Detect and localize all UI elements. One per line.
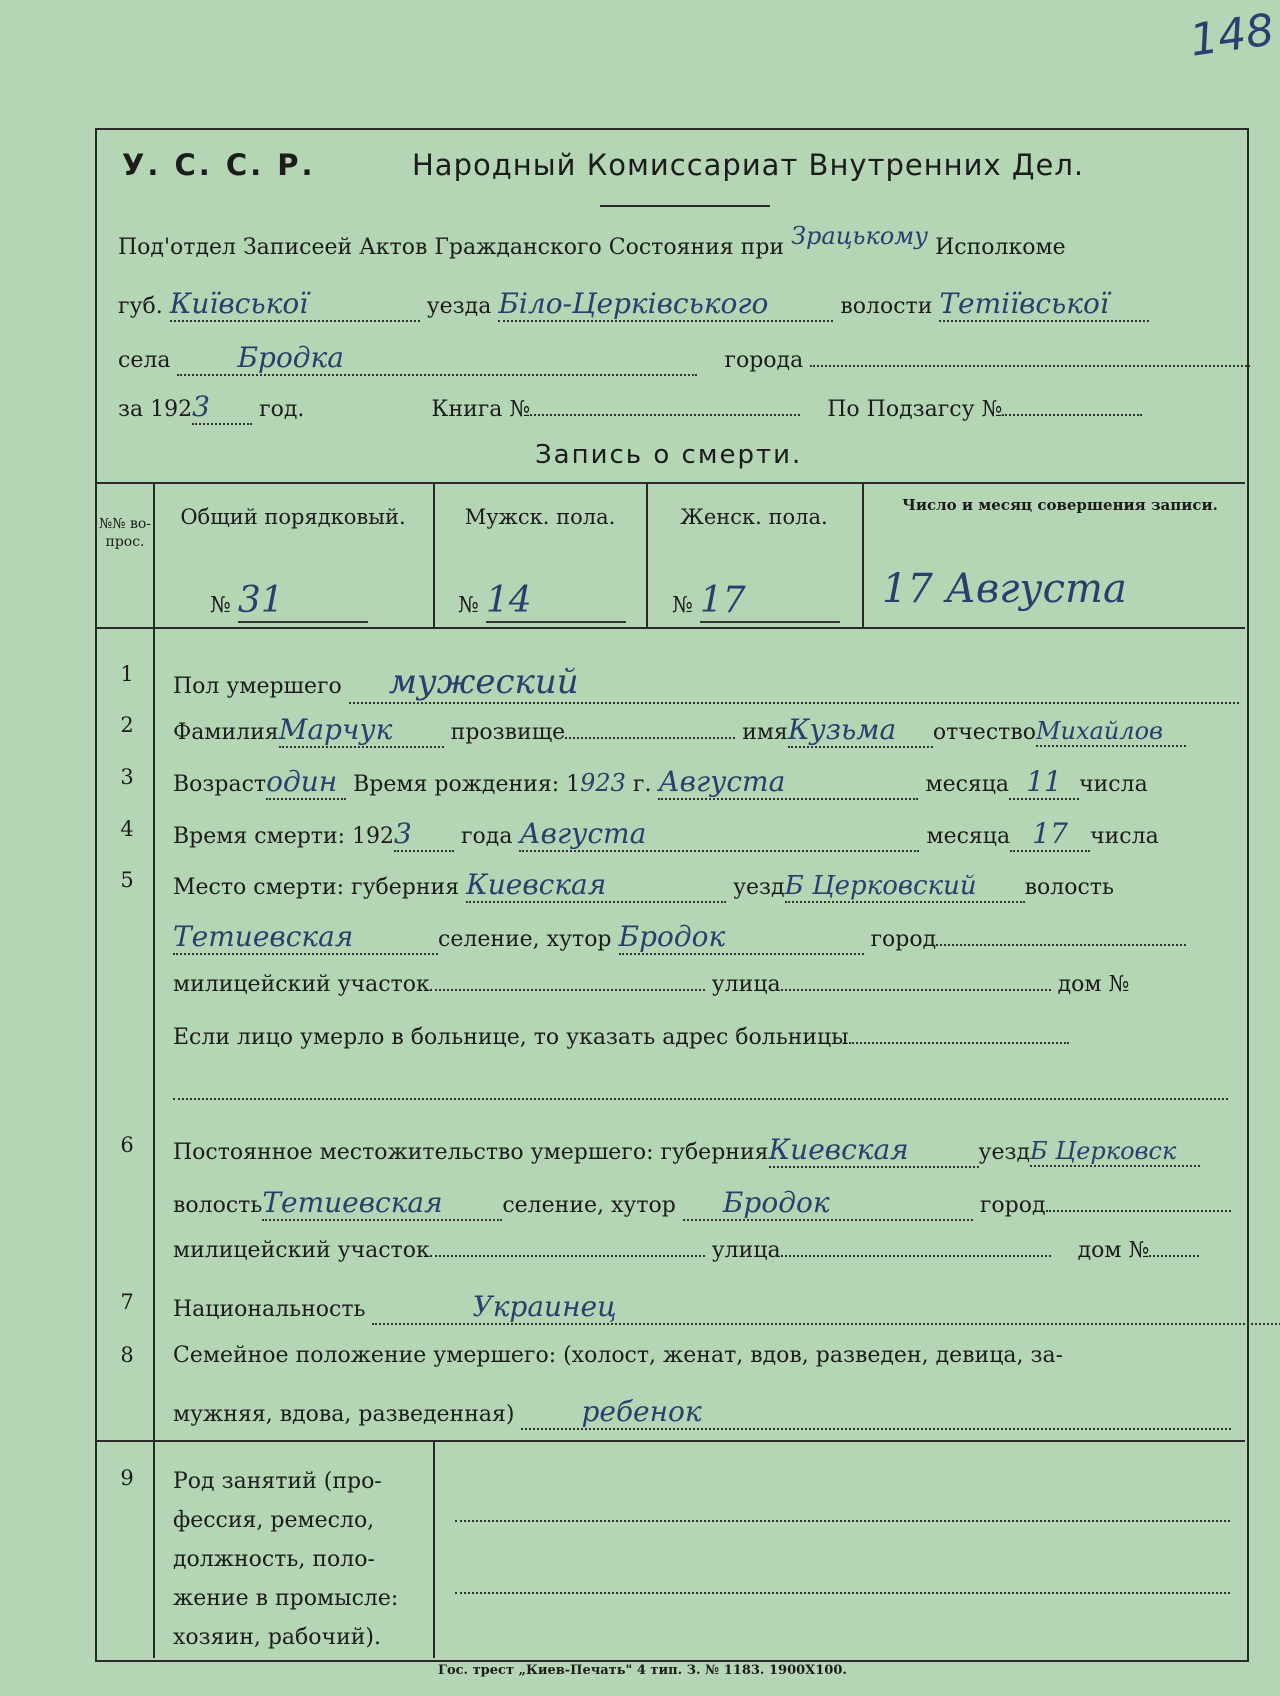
qnum-2: 2 bbox=[120, 713, 134, 737]
death-year-hand: 3 bbox=[394, 817, 454, 852]
female-number-hand: 17 bbox=[700, 580, 840, 623]
registry-line-3: села Бродка города bbox=[118, 341, 1250, 376]
table-top-rule bbox=[95, 482, 1245, 484]
row-5b: Тетиевская селение, хутор Бродок город bbox=[173, 920, 1186, 955]
occupation-line-1 bbox=[455, 1520, 1230, 1522]
table-head-rule bbox=[95, 627, 1245, 629]
qnum-col-rule bbox=[153, 482, 155, 1658]
surname-hand: Марчук bbox=[279, 713, 444, 748]
row-8b: мужняя, вдова, разведенная) ребенок bbox=[173, 1395, 1231, 1430]
general-header: Общий порядковый. bbox=[180, 505, 406, 529]
qnum-9: 9 bbox=[120, 1466, 134, 1490]
qnum-8: 8 bbox=[120, 1343, 134, 1367]
col-rule-1 bbox=[433, 482, 435, 627]
row-5d: Если лицо умерло в больнице, то указать адрес больницы bbox=[173, 1025, 1069, 1050]
general-number-hand: 31 bbox=[238, 580, 368, 623]
row-2: ФамилияМарчук прозвище имяКузьма отчествоМихайлов bbox=[173, 713, 1186, 748]
row-1: Пол умершего мужеский bbox=[173, 662, 1239, 704]
residence-uezd-hand: Б Церковск bbox=[1030, 1137, 1200, 1167]
sex-hand: мужеский bbox=[349, 662, 1239, 704]
header-rule bbox=[600, 205, 770, 207]
uezd-hand: Біло-Церківського bbox=[498, 287, 833, 322]
female-value: № 17 bbox=[672, 580, 840, 623]
hospital-blank-line bbox=[173, 1098, 1228, 1100]
qnum-6: 6 bbox=[120, 1133, 134, 1157]
row-9-label: Род занятий (про- фессия, ремесло, должность, поло- жение в промысле: хозяин, рабочий). bbox=[173, 1469, 399, 1650]
printer-imprint: Гос. трест „Киев-Печать" 4 тип. З. № 1183. 1900X100. bbox=[438, 1663, 847, 1678]
row9-col-rule bbox=[433, 1440, 435, 1658]
row-6c: милицейский участок улица дом № bbox=[173, 1238, 1199, 1263]
female-header: Женск. пола. bbox=[680, 505, 828, 529]
birth-day-hand: 11 bbox=[1009, 765, 1079, 800]
page-number: 148 bbox=[1186, 4, 1278, 67]
registry-line-2: губ. Київської уезда Біло-Церківського волости Тетіївської bbox=[118, 287, 1149, 322]
date-value-hand: 17 Августа bbox=[882, 566, 1127, 612]
death-uezd-hand: Б Церковский bbox=[785, 871, 1025, 903]
row-8: Семейное положение умершего: (холост, женат, вдов, разведен, девица, за- bbox=[173, 1343, 1064, 1368]
death-volost-hand: Тетиевская bbox=[173, 920, 438, 955]
commissariat-label: Народный Комиссариат Внутренних Дел. bbox=[412, 148, 1085, 182]
row-6b: волостьТетиевская селение, хутор Бродок город bbox=[173, 1186, 1231, 1221]
row-5: Место смерти: губерния Киевская уездБ Церковский волость bbox=[173, 868, 1114, 901]
year-hand: 3 bbox=[192, 390, 252, 425]
nationality-hand: Украинец bbox=[372, 1290, 1280, 1325]
col-rule-2 bbox=[646, 482, 648, 627]
qnum-5: 5 bbox=[120, 868, 134, 892]
registry-ispolkom-hand: Зрацькому bbox=[791, 222, 929, 250]
qnum-4: 4 bbox=[120, 817, 134, 841]
gub-hand: Київської bbox=[170, 287, 420, 322]
age-hand: один bbox=[266, 765, 346, 800]
residence-village-hand: Бродок bbox=[683, 1186, 973, 1221]
male-number-hand: 14 bbox=[486, 580, 626, 623]
row-7: Национальность Украинец bbox=[173, 1290, 1280, 1325]
qnum-3: 3 bbox=[120, 765, 134, 789]
name-hand: Кузьма bbox=[788, 713, 933, 748]
republic-label: У. С. С. Р. bbox=[122, 148, 316, 182]
registry-line-4: за 1923 год. Книга № По Подзагсу № bbox=[118, 390, 1142, 425]
death-day-hand: 17 bbox=[1010, 817, 1090, 852]
occupation-line-2 bbox=[455, 1592, 1230, 1594]
qnum-1: 1 bbox=[120, 662, 134, 686]
death-gub-hand: Киевская bbox=[466, 868, 726, 903]
birth-month-hand: Августа bbox=[658, 765, 918, 800]
residence-gub-hand: Киевская bbox=[769, 1133, 979, 1168]
death-month-hand: Августа bbox=[519, 817, 919, 852]
row-5c: милицейский участок улица дом № bbox=[173, 972, 1130, 997]
birth-year-hand: 923 bbox=[580, 769, 626, 797]
qnum-header: №№ во- прос. bbox=[99, 516, 151, 550]
death-village-hand: Бродок bbox=[619, 920, 864, 955]
date-header: Число и месяц совершения записи. bbox=[902, 496, 1218, 514]
col-rule-3 bbox=[862, 482, 864, 627]
male-header: Мужск. пола. bbox=[464, 505, 616, 529]
residence-volost-hand: Тетиевская bbox=[262, 1186, 502, 1221]
male-value: № 14 bbox=[458, 580, 626, 623]
patronymic-hand: Михайлов bbox=[1036, 717, 1186, 747]
qnum-7: 7 bbox=[120, 1290, 134, 1314]
row-6: Постоянное местожительство умершего: губернияКиевская уездБ Церковск bbox=[173, 1133, 1200, 1168]
row-4: Время смерти: 1923 года Августа месяца 17 числа bbox=[173, 817, 1159, 850]
record-title: Запись о смерти. bbox=[535, 440, 803, 470]
general-value: № 31 bbox=[210, 580, 368, 623]
header bbox=[122, 148, 1085, 182]
selo-hand: Бродка bbox=[177, 341, 697, 376]
table-row9-rule bbox=[95, 1440, 1245, 1442]
marital-status-hand: ребенок bbox=[521, 1395, 1231, 1430]
registry-line-1: Под'отдел Записеей Актов Гражданского Состояния при Зрацькому Исполкоме bbox=[118, 222, 1066, 260]
row-3: Возрастодин Время рождения: 1923 г. Августа месяца 11 числа bbox=[173, 765, 1148, 798]
volost-hand: Тетіївської bbox=[939, 287, 1149, 322]
